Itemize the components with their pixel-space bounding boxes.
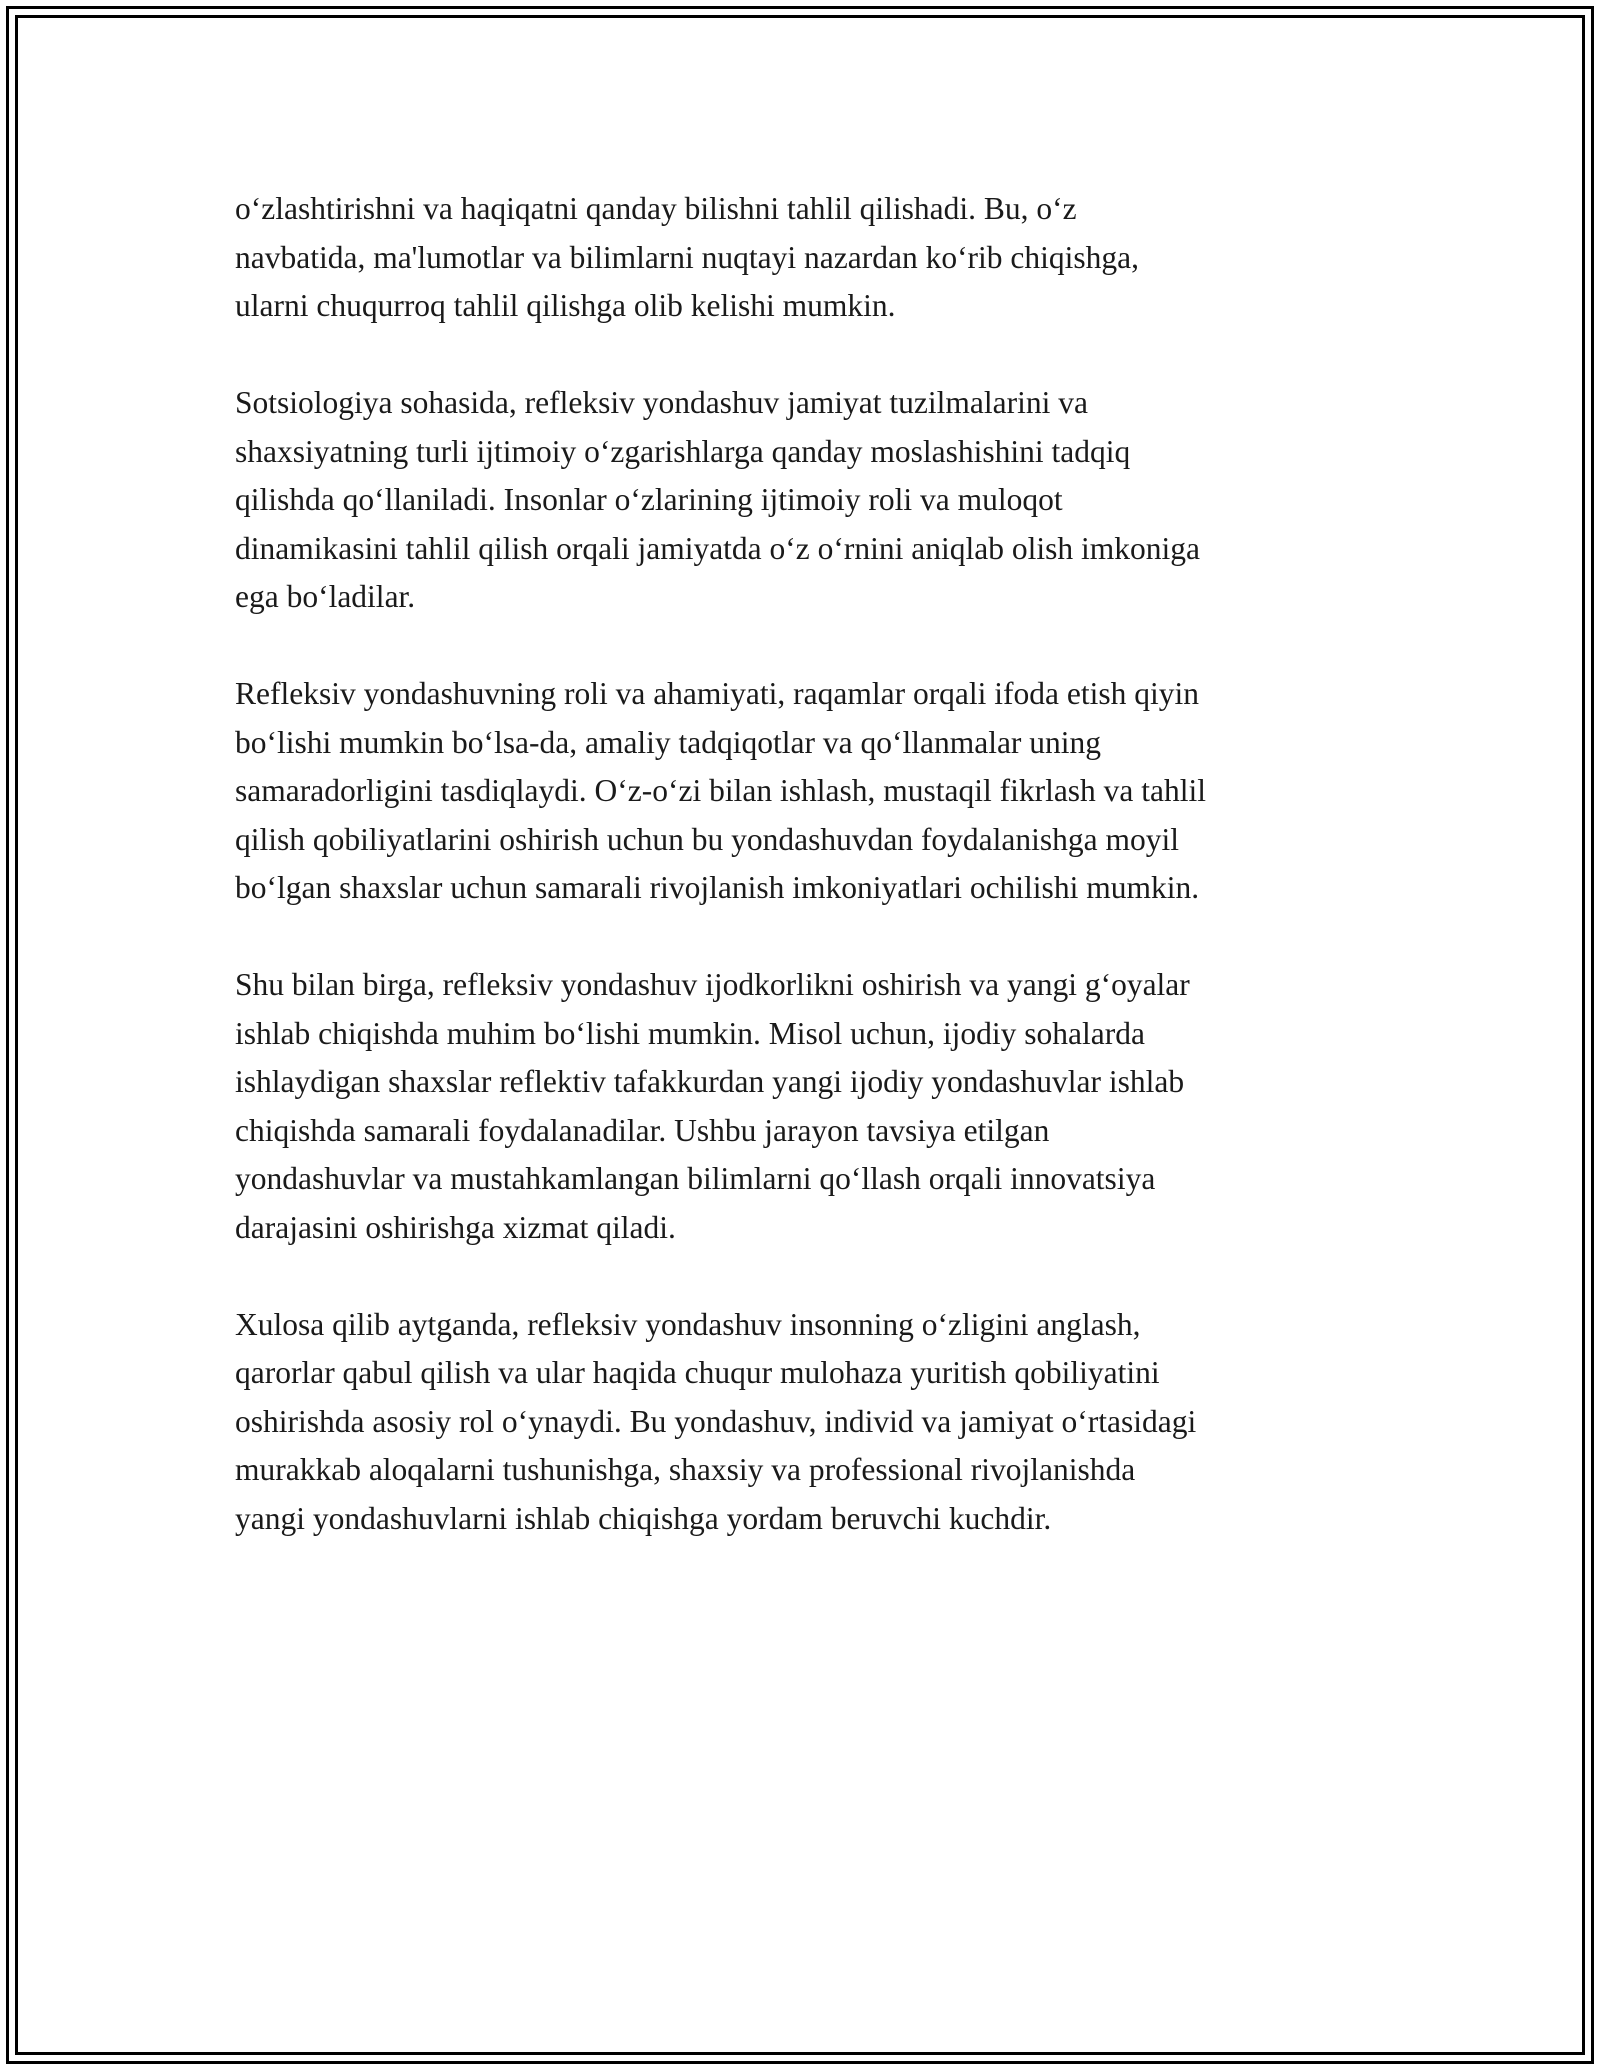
text-line: ishlab chiqishda muhim boʻlishi mumkin. Misol uchun, ijodiy sohalarda xyxy=(235,1015,1145,1051)
text-line: Shu bilan birga, refleksiv yondashuv ijodkorlikni oshirish va yangi gʻoyalar xyxy=(235,967,1190,1002)
text-line: oshirishda asosiy rol oʻynaydi. Bu yondashuv, individ va jamiyat oʻrtasidagi xyxy=(235,1403,1197,1439)
text-line: Refleksiv yondashuvning roli va ahamiyati, raqamlar orqali ifoda etish qiyin xyxy=(235,676,1200,711)
text-line: oʻzlashtirishni va haqiqatni qanday bilishni tahlil qilishadi. Bu, oʻz xyxy=(235,191,1077,226)
text-line: murakkab aloqalarni tushunishga, shaxsiy va professional rivojlanishda xyxy=(235,1452,1136,1487)
text-line: shaxsiyatning turli ijtimoiy oʻzgarishlarga qanday moslashishini tadqiq xyxy=(235,433,1131,469)
document-body xyxy=(235,185,1385,1592)
text-line: dinamikasini tahlil qilish orqali jamiyatda oʻz oʻrnini aniqlab olish imkoniga xyxy=(235,530,1200,566)
text-line: yangi yondashuvlarni ishlab chiqishga yordam beruvchi kuchdir. xyxy=(235,1500,1052,1536)
paragraph-4 xyxy=(235,961,1385,1252)
text-line: darajasini oshirishga xizmat qiladi. xyxy=(235,1209,676,1245)
text-line: yondashuvlar va mustahkamlangan bilimlarni qoʻllash orqali innovatsiya xyxy=(235,1161,1156,1196)
paragraph-1 xyxy=(235,185,1385,331)
text-line: samaradorligini tasdiqlaydi. Oʻz-oʻzi bilan ishlash, mustaqil fikrlash va tahlil xyxy=(235,773,1207,808)
text-line: Xulosa qilib aytganda, refleksiv yondashuv insonning oʻzligini anglash, xyxy=(235,1306,1141,1342)
text-line: ishlaydigan shaxslar reflektiv tafakkurdan yangi ijodiy yondashuvlar ishlab xyxy=(235,1064,1185,1099)
text-line: ega boʻladilar. xyxy=(235,579,416,614)
paragraph-2 xyxy=(235,379,1385,622)
text-line: qarorlar qabul qilish va ular haqida chuqur mulohaza yuritish qobiliyatini xyxy=(235,1355,1160,1390)
text-line: boʻlishi mumkin boʻlsa-da, amaliy tadqiqotlar va qoʻllanmalar uning xyxy=(235,724,1102,760)
text-line: navbatida, ma'lumotlar va bilimlarni nuqtayi nazardan koʻrib chiqishga, xyxy=(235,239,1140,275)
text-line: qilishda qoʻllaniladi. Insonlar oʻzlarining ijtimoiy roli va muloqot xyxy=(235,482,1063,517)
text-line: Sotsiologiya sohasida, refleksiv yondashuv jamiyat tuzilmalarini va xyxy=(235,385,1088,420)
paragraph-3 xyxy=(235,670,1385,913)
text-line: chiqishda samarali foydalanadilar. Ushbu jarayon tavsiya etilgan xyxy=(235,1112,1050,1148)
text-line: ularni chuqurroq tahlil qilishga olib kelishi mumkin. xyxy=(235,288,896,323)
text-line: boʻlgan shaxslar uchun samarali rivojlanish imkoniyatlari ochilishi mumkin. xyxy=(235,870,1200,905)
text-line: qilish qobiliyatlarini oshirish uchun bu yondashuvdan foydalanishga moyil xyxy=(235,821,1180,857)
paragraph-5 xyxy=(235,1301,1385,1544)
